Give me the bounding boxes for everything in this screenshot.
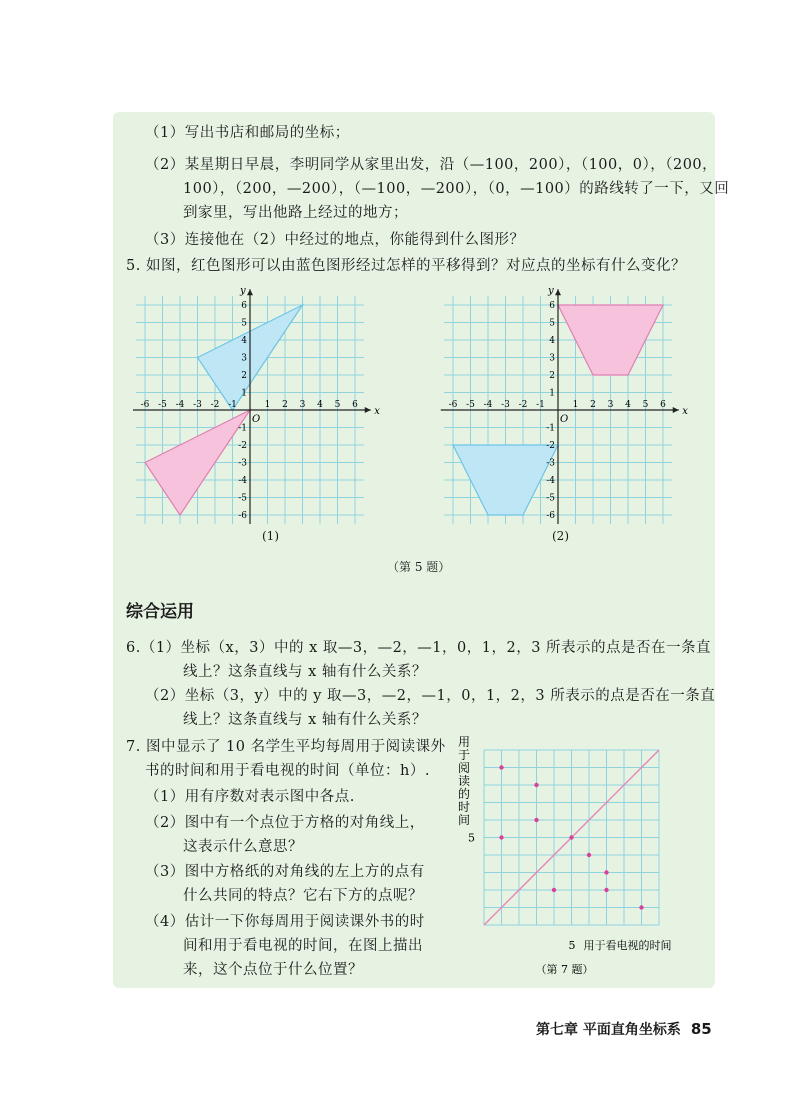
y-tick-label: -1 bbox=[238, 423, 247, 434]
y-tick-label: -6 bbox=[238, 511, 247, 521]
q4-part3: （3）连接他在（2）中经过的地点，你能得到什么图形？ bbox=[145, 232, 525, 248]
x-axis-label: x bbox=[682, 406, 688, 417]
y-tick-label: 2 bbox=[241, 371, 247, 381]
q6-part1-line1: 6.（1）坐标（x，3）中的 x 取—3，—2，—1，0，1，2，3 所表示的点是否在一条直 bbox=[126, 640, 712, 656]
y-axis-label-char: 时 bbox=[458, 800, 471, 814]
page-number: 85 bbox=[690, 1020, 712, 1038]
coordinate-graph-1 bbox=[133, 279, 383, 524]
y-tick-label: -4 bbox=[546, 476, 555, 486]
q4-part2-line1: （2）某星期日早晨，李明同学从家里出发，沿（—100，200），（100，0），（200， bbox=[145, 157, 718, 173]
x-axis-label: x bbox=[374, 406, 380, 417]
x-tick-label: -4 bbox=[483, 400, 493, 410]
figure7-caption: （第 7 题） bbox=[535, 963, 594, 976]
x-tick-label: 2 bbox=[282, 400, 288, 410]
x-axis-arrow bbox=[365, 407, 371, 413]
y-tick-label: 2 bbox=[549, 371, 555, 381]
y-tick-label: 6 bbox=[241, 301, 247, 311]
y-tick-label: 1 bbox=[241, 388, 247, 399]
scatter-point bbox=[569, 835, 573, 839]
chapter-title: 第七章 平面直角坐标系 bbox=[536, 1022, 681, 1038]
y-tick-label: -2 bbox=[546, 441, 555, 451]
x-tick-label: -1 bbox=[228, 400, 237, 410]
q7-part4-line3: 来，这个点位于什么位置？ bbox=[183, 962, 363, 978]
x-tick-label: -5 bbox=[158, 400, 167, 410]
y-tick-label: -5 bbox=[546, 493, 555, 504]
q6-part1-line2: 线上？这条直线与 x 轴有什么关系？ bbox=[183, 664, 427, 680]
x-tick-label: -4 bbox=[175, 400, 185, 410]
x-tick-label: 5 bbox=[334, 400, 341, 410]
scatter-point bbox=[552, 888, 556, 892]
q6-part2-line1: （2）坐标（3，y）中的 y 取—3，—2，—1，0，1，2，3 所表示的点是否在一条直 bbox=[145, 688, 716, 704]
y-axis-label-char: 间 bbox=[458, 813, 471, 827]
scatter-point bbox=[587, 853, 591, 857]
q4-part1: （1）写出书店和邮局的坐标； bbox=[145, 125, 350, 141]
graph1-caption: (1) bbox=[262, 529, 279, 543]
y-tick-label: 5 bbox=[468, 831, 475, 845]
y-axis-label-char: 于 bbox=[458, 748, 471, 762]
x-tick-label: -5 bbox=[466, 400, 475, 410]
y-tick-label: 4 bbox=[241, 336, 247, 346]
x-tick-label: -3 bbox=[501, 400, 510, 410]
y-tick-label: 5 bbox=[549, 318, 555, 329]
y-axis-label: y bbox=[240, 285, 246, 297]
scatter-point bbox=[639, 905, 643, 909]
scatter-point bbox=[604, 888, 608, 892]
q7-part2-line2: 这表示什么意思？ bbox=[183, 839, 303, 855]
y-axis-label-char: 用 bbox=[458, 735, 471, 749]
y-axis-label-char: 阅 bbox=[458, 761, 471, 775]
q7-part4-line2: 间和用于看电视的时间，在图上描出 bbox=[183, 938, 423, 954]
y-tick-label: 5 bbox=[241, 318, 247, 329]
q4-part2-line3: 到家里，写出他路上经过的地方； bbox=[183, 205, 408, 221]
origin-label: O bbox=[252, 414, 261, 425]
x-tick-label: 4 bbox=[317, 400, 323, 410]
y-axis-label: y bbox=[548, 285, 554, 297]
section-title: 综合运用 bbox=[126, 602, 194, 622]
figure5-caption: （第 5 题） bbox=[387, 560, 451, 574]
x-tick-label: 5 bbox=[568, 939, 576, 952]
x-tick-label: 6 bbox=[352, 400, 358, 410]
y-tick-label: 3 bbox=[241, 353, 247, 364]
x-tick-label: -2 bbox=[210, 400, 220, 410]
q4-part2-line2: 100），（200，—200），（—100，—200），（0，—100）的路线转了一下，又回 bbox=[183, 181, 730, 197]
x-tick-label: 3 bbox=[299, 400, 306, 410]
q5-text: 5. 如图，红色图形可以由蓝色图形经过怎样的平移得到？对应点的坐标有什么变化？ bbox=[126, 258, 686, 274]
x-tick-label: -1 bbox=[536, 400, 545, 410]
q7-part4-line1: （4）估计一下你每周用于阅读课外书的时 bbox=[145, 914, 425, 930]
y-tick-label: -2 bbox=[238, 441, 247, 451]
scatter-point bbox=[534, 783, 538, 787]
scatter-graph-q7 bbox=[450, 734, 710, 984]
x-tick-label: 6 bbox=[660, 400, 666, 410]
y-tick-label: -4 bbox=[238, 476, 247, 486]
y-tick-label: -5 bbox=[238, 493, 247, 504]
q7-intro-line1: 7. 图中显示了 10 名学生平均每周用于阅读课外 bbox=[126, 739, 446, 755]
y-axis-label-char: 读 bbox=[458, 774, 471, 788]
origin-label: O bbox=[560, 414, 569, 425]
x-tick-label: 1 bbox=[264, 400, 271, 410]
graph2-caption: (2) bbox=[552, 529, 569, 543]
scatter-point bbox=[499, 765, 503, 769]
x-tick-label: -6 bbox=[140, 400, 150, 410]
x-tick-label: 5 bbox=[642, 400, 649, 410]
coordinate-graph-2 bbox=[436, 279, 696, 524]
q7-part2-line1: （2）图中有一个点位于方格的对角线上， bbox=[145, 815, 425, 831]
y-tick-label: 6 bbox=[549, 301, 555, 311]
x-tick-label: -2 bbox=[518, 400, 528, 410]
y-tick-label: -1 bbox=[546, 423, 555, 434]
y-axis-arrow bbox=[555, 289, 561, 295]
x-tick-label: -6 bbox=[448, 400, 458, 410]
y-axis-label-char: 的 bbox=[458, 787, 471, 801]
q7-part1: （1）用有序数对表示图中各点. bbox=[145, 789, 355, 805]
y-tick-label: -3 bbox=[546, 458, 555, 469]
page-footer bbox=[536, 1019, 712, 1039]
scatter-point bbox=[534, 818, 538, 822]
x-tick-label: 2 bbox=[590, 400, 596, 410]
x-axis-label: 用于看电视的时间 bbox=[583, 939, 672, 952]
x-tick-label: 1 bbox=[572, 400, 579, 410]
scatter-point bbox=[604, 870, 608, 874]
x-tick-label: -3 bbox=[193, 400, 202, 410]
q6-part2-line2: 线上？这条直线与 x 轴有什么关系？ bbox=[183, 712, 427, 728]
y-tick-label: 3 bbox=[549, 353, 555, 364]
x-tick-label: 3 bbox=[607, 400, 614, 410]
x-axis-arrow bbox=[673, 407, 679, 413]
q7-part3-line2: 什么共同的特点？它右下方的点呢？ bbox=[183, 888, 423, 904]
y-tick-label: -3 bbox=[238, 458, 247, 469]
scatter-point bbox=[499, 835, 503, 839]
y-tick-label: -6 bbox=[546, 511, 555, 521]
y-tick-label: 4 bbox=[549, 336, 555, 346]
q7-part3-line1: （3）图中方格纸的对角线的左上方的点有 bbox=[145, 864, 425, 880]
y-axis-arrow bbox=[247, 289, 253, 295]
x-tick-label: 4 bbox=[625, 400, 631, 410]
q7-intro-line2: 书的时间和用于看电视的时间（单位：h）. bbox=[145, 763, 430, 779]
y-tick-label: 1 bbox=[549, 388, 555, 399]
